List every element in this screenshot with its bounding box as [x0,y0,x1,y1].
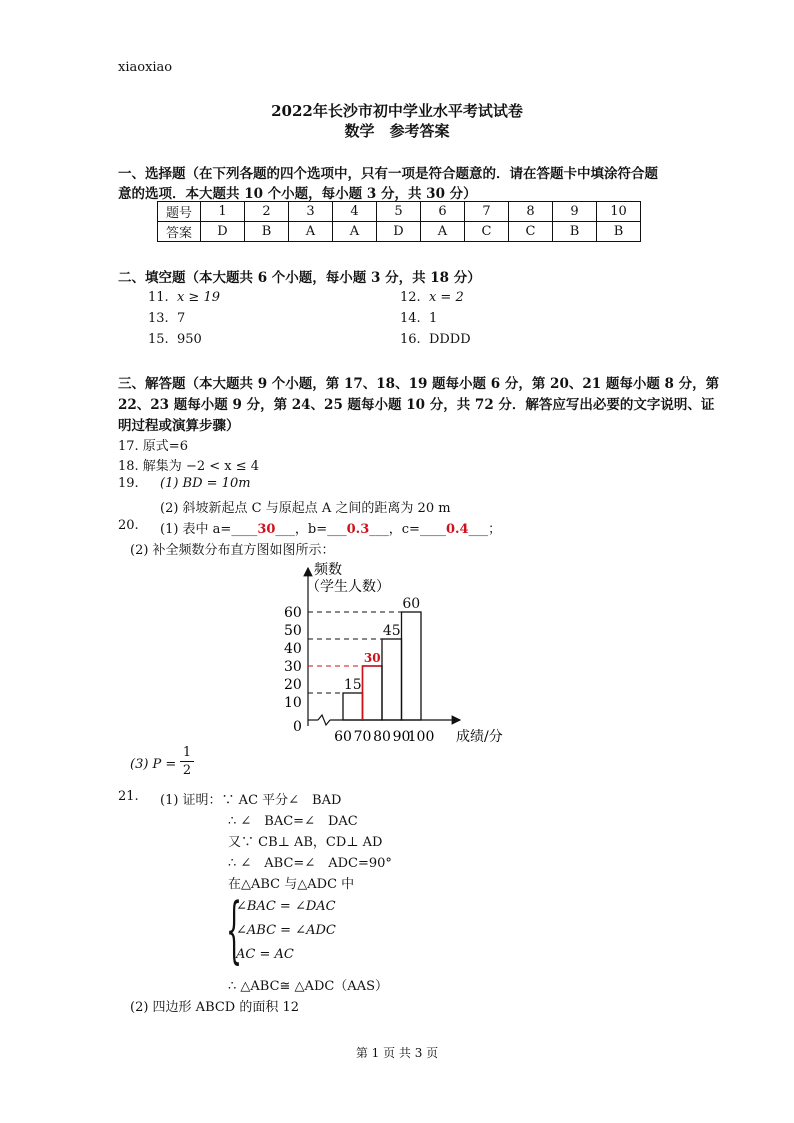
table-cell: 2 [245,202,289,222]
x-tick-label: 70 [353,729,372,745]
answer-20-part3 [130,757,176,772]
histogram-bar-highlight [363,666,383,720]
answer-18: 18. 解集为 −2 < x ≤ 4 [118,459,260,474]
fill-item-13 [148,311,185,326]
x-tick-label: 90 [392,729,411,745]
system-equation: AC = AC [236,947,294,962]
y-tick-label: 50 [284,623,302,639]
fill-item-15 [148,332,202,347]
item-number: 11. [148,290,169,305]
item-answer: DDDD [428,332,471,347]
fraction-numerator: 1 [180,744,194,762]
table-cell: A [289,222,333,242]
table-cell: 4 [333,202,377,222]
system-equation: ∠BAC = ∠DAC [236,899,336,914]
item-answer: 1 [428,311,438,326]
table-cell: B [597,222,641,242]
item-number: 16. [400,332,421,347]
bar-value-label: 30 [363,651,381,665]
fill-item-14 [400,311,437,326]
table-row [158,202,641,222]
answer-20-part1 [160,518,501,537]
answer-19-number: 19. [118,476,139,491]
y-tick-label: 40 [284,641,302,657]
x-axis-label: 成绩/分 [456,729,503,745]
watermark: xiaoxiao [118,60,173,75]
bar-value-label: 60 [402,596,421,612]
table-cell: 8 [509,202,553,222]
histogram-bar [363,666,383,720]
y-tick-label: 60 [284,605,302,621]
table-cell: 3 [289,202,333,222]
item-answer: 7 [176,311,186,326]
section1-heading-line1: 一、选择题（在下列各题的四个选项中，只有一项是符合题意的．请在答题卡中填涂符合题 [118,166,658,182]
table-cell: D [377,222,421,242]
value-c: 0.4 [445,522,469,537]
table-cell: C [465,222,509,242]
y-tick-label: 30 [284,659,302,675]
section3-heading-line1: 三、解答题（本大题共 9 个小题，第 17、18、19 题每小题 6 分，第 20、21 题每小题 8 分，第 [118,376,720,392]
table-cell: 10 [597,202,641,222]
y-tick-label: 20 [284,677,302,693]
section2-heading: 二、填空题（本大题共 6 个小题，每小题 3 分，共 18 分） [118,270,481,286]
proof-line: (1) 证明：∵ AC 平分∠ BAD [160,793,342,808]
table-row [158,222,641,242]
proof-line: 在△ABC 与△ADC 中 [228,877,355,892]
system-equation: ∠ABC = ∠ADC [236,923,336,938]
table-cell: 5 [377,202,421,222]
item-number: 14. [400,311,421,326]
item-number: 12. [400,290,421,305]
table-cell: C [509,222,553,242]
system-brace: { [226,887,243,971]
text: (1) 表中 a=____ [160,522,258,537]
table-cell: A [421,222,465,242]
x-tick-label: 80 [373,729,391,745]
answer-20-part2: (2) 补全频数分布直方图如图所示： [130,543,335,558]
table-cell: B [553,222,597,242]
text: ___； [468,522,502,537]
x-tick-label: 100 [407,729,435,745]
value-a: 30 [257,522,276,537]
section3-heading-line3: 明过程或演算步骤） [118,418,240,434]
item-number: 13. [148,311,169,326]
answer-21-number: 21. [118,789,139,804]
text: (3) P = [130,757,177,772]
answer-20-number: 20. [118,518,139,533]
page-title: 2022年长沙市初中学业水平考试试卷 [271,102,523,120]
page-footer: 第 1 页 共 3 页 [355,1046,439,1060]
bar-value-label: 15 [343,677,362,693]
table-header-number: 题号 [158,202,201,222]
proof-line: 又∵ CB⊥ AB，CD⊥ AD [228,835,383,850]
item-number: 15. [148,332,169,347]
histogram-chart [280,560,540,750]
proof-line: ∴ ∠ ABC=∠ ADC=90° [228,856,392,871]
bar-value-label: 45 [382,623,401,639]
table-cell: 7 [465,202,509,222]
table-cell: D [201,222,245,242]
item-answer: x = 2 [428,290,464,305]
table-header-answer: 答案 [158,222,201,242]
y-tick-label: 10 [284,695,302,711]
fill-item-12 [400,290,464,305]
value-b: 0.3 [346,522,370,537]
y-tick-label: 0 [293,719,302,735]
table-cell: A [333,222,377,242]
table-cell: 9 [553,202,597,222]
section3-heading-line2: 22、23 题每小题 9 分，第 24、25 题每小题 10 分，共 72 分．解答应写出必要的文字说明、证 [118,397,715,413]
proof-conclusion: ∴ △ABC≅ △ADC（AAS） [228,979,388,994]
histogram-bar [382,639,402,720]
table-cell: 1 [201,202,245,222]
proof-line: ∴ ∠ BAC=∠ DAC [228,814,358,829]
y-axis-label: 频数 [314,562,342,578]
table-cell: B [245,222,289,242]
x-tick-label: 60 [334,729,352,745]
answer-17: 17. 原式=6 [118,439,188,454]
page-subtitle: 数学 参考答案 [344,122,450,140]
table-cell: 6 [421,202,465,222]
text: ___，b=___ [275,522,347,537]
text: ___，c=____ [369,522,446,537]
answer-table [157,201,641,242]
answer-19-part2: (2) 斜坡新起点 C 与原起点 A 之间的距离为 20 m [160,501,451,516]
histogram-bar [402,612,422,720]
fill-item-11 [148,290,220,305]
item-answer: x ≥ 19 [176,290,220,305]
item-answer: 950 [176,332,202,347]
axis-break [318,715,330,725]
fraction [180,744,194,779]
section1-heading-line2: 意的选项．本大题共 10 个小题，每小题 3 分，共 30 分） [118,186,477,202]
y-axis-sublabel: （学生人数） [306,579,390,595]
answer-19-part1: (1) BD = 10m [160,476,251,491]
fraction-denominator: 2 [182,763,192,778]
histogram-bar [343,693,363,720]
answer-21-part2: (2) 四边形 ABCD 的面积 12 [130,1000,300,1015]
fill-item-16 [400,332,471,347]
